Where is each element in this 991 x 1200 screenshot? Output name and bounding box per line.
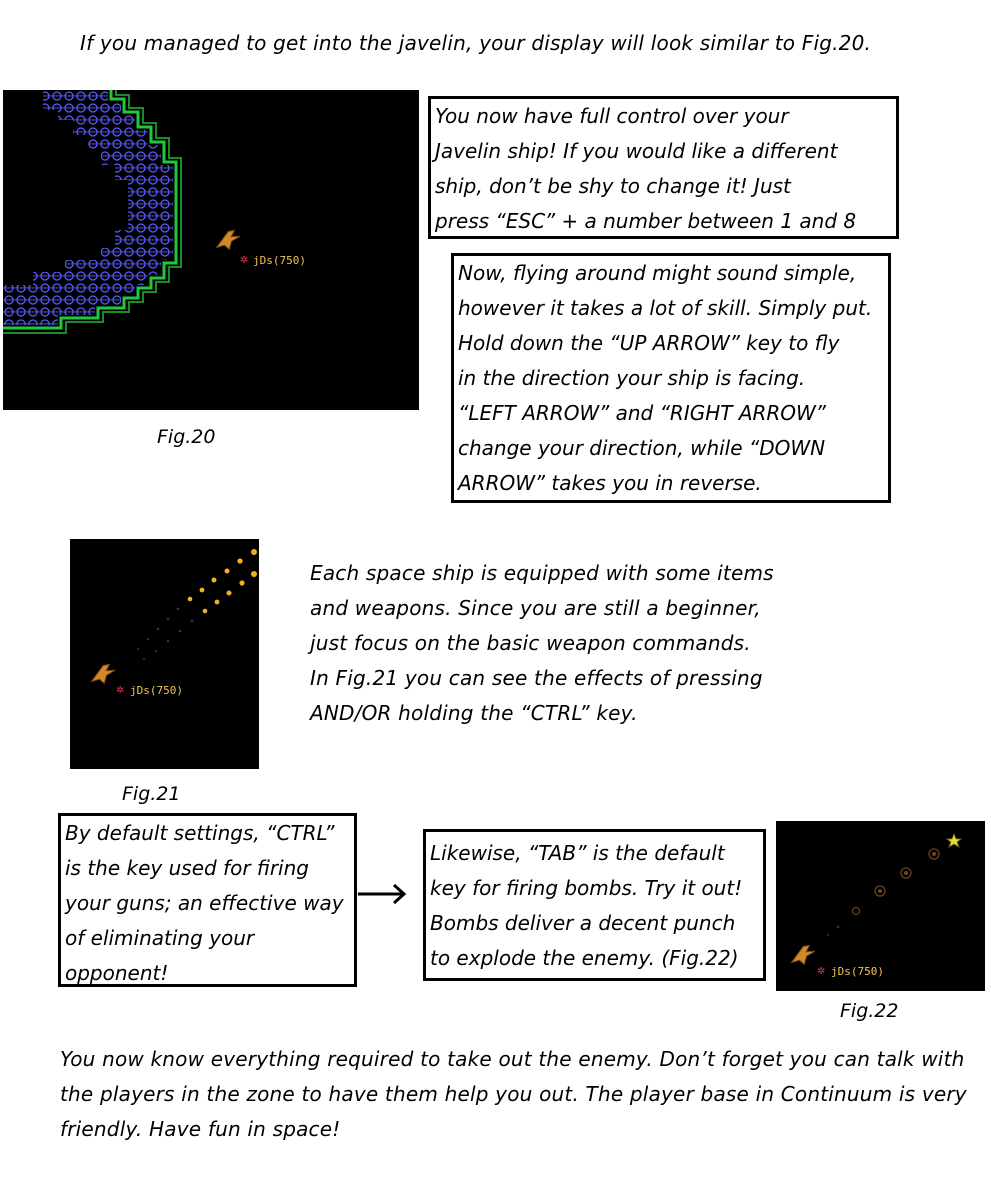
player-label: jDs(750) [253,254,306,267]
bomb-icon [947,834,961,847]
javelin-ship-icon [788,943,819,970]
ctrl-box-line: your guns; an effective way [65,891,344,915]
intro-text: If you managed to get into the javelin, your display will look similar to Fig.20. [80,31,872,55]
weapons-line: just focus on the basic weapon commands. [310,631,751,655]
ship-control-box [428,96,899,239]
outro-line: friendly. Have fun in space! [60,1117,341,1141]
tab-key-box [423,829,766,981]
svg-text:✲: ✲ [817,966,826,977]
weapons-line: AND/OR holding the “CTRL” key. [310,701,638,725]
svg-text:✲: ✲ [116,685,125,696]
fig20-caption: Fig.20 [157,426,216,448]
flying-box-line: Hold down the “UP ARROW” key to fly [458,331,840,355]
ship-box-line: ship, don’t be shy to change it! Just [435,174,791,198]
javelin-ship-icon [213,228,244,255]
ctrl-box-line: of eliminating your [65,926,255,950]
svg-text:✲: ✲ [240,255,249,266]
flying-instructions-box [451,253,891,503]
player-label: jDs(750) [831,965,884,978]
flying-box-line: however it takes a lot of skill. Simply put. [458,296,873,320]
flying-box-line: Now, flying around might sound simple, [458,261,857,285]
tab-box-line: Bombs deliver a decent punch [430,911,736,935]
fig20-game-screenshot [3,90,419,410]
fig22-game-screenshot [776,821,985,991]
outro-line: You now know everything required to take out the enemy. Don’t forget you can talk with [60,1047,965,1071]
ctrl-box-line: is the key used for firing [65,856,309,880]
weapons-line: Each space ship is equipped with some items [310,561,774,585]
ctrl-key-box [58,813,357,987]
ship-box-line: press “ESC” + a number between 1 and 8 [435,209,857,233]
ctrl-box-line: By default settings, “CTRL” [65,821,335,845]
right-arrow-icon [358,882,408,906]
flying-box-line: change your direction, while “DOWN [458,436,826,460]
flying-box-line: in the direction your ship is facing. [458,366,806,390]
weapons-line: and weapons. Since you are still a beginner, [310,596,761,620]
flying-box-line: “LEFT ARROW” and “RIGHT ARROW” [458,401,826,425]
outro-line: the players in the zone to have them help you out. The player base in Continuum is very [60,1082,967,1106]
fig21-game-screenshot [70,539,259,769]
tab-box-line: to explode the enemy. (Fig.22) [430,946,739,970]
javelin-ship-icon [88,662,119,689]
player-label: jDs(750) [130,684,183,697]
weapons-line: In Fig.21 you can see the effects of pressing [310,666,763,690]
ship-box-line: You now have full control over your [435,104,789,128]
ctrl-box-line: opponent! [65,961,169,985]
fig22-caption: Fig.22 [840,1000,899,1022]
tab-box-line: key for firing bombs. Try it out! [430,876,743,900]
flying-box-line: ARROW” takes you in reverse. [458,471,762,495]
ship-box-line: Javelin ship! If you would like a different [435,139,838,163]
tab-box-line: Likewise, “TAB” is the default [430,841,725,865]
fig21-caption: Fig.21 [122,783,181,805]
